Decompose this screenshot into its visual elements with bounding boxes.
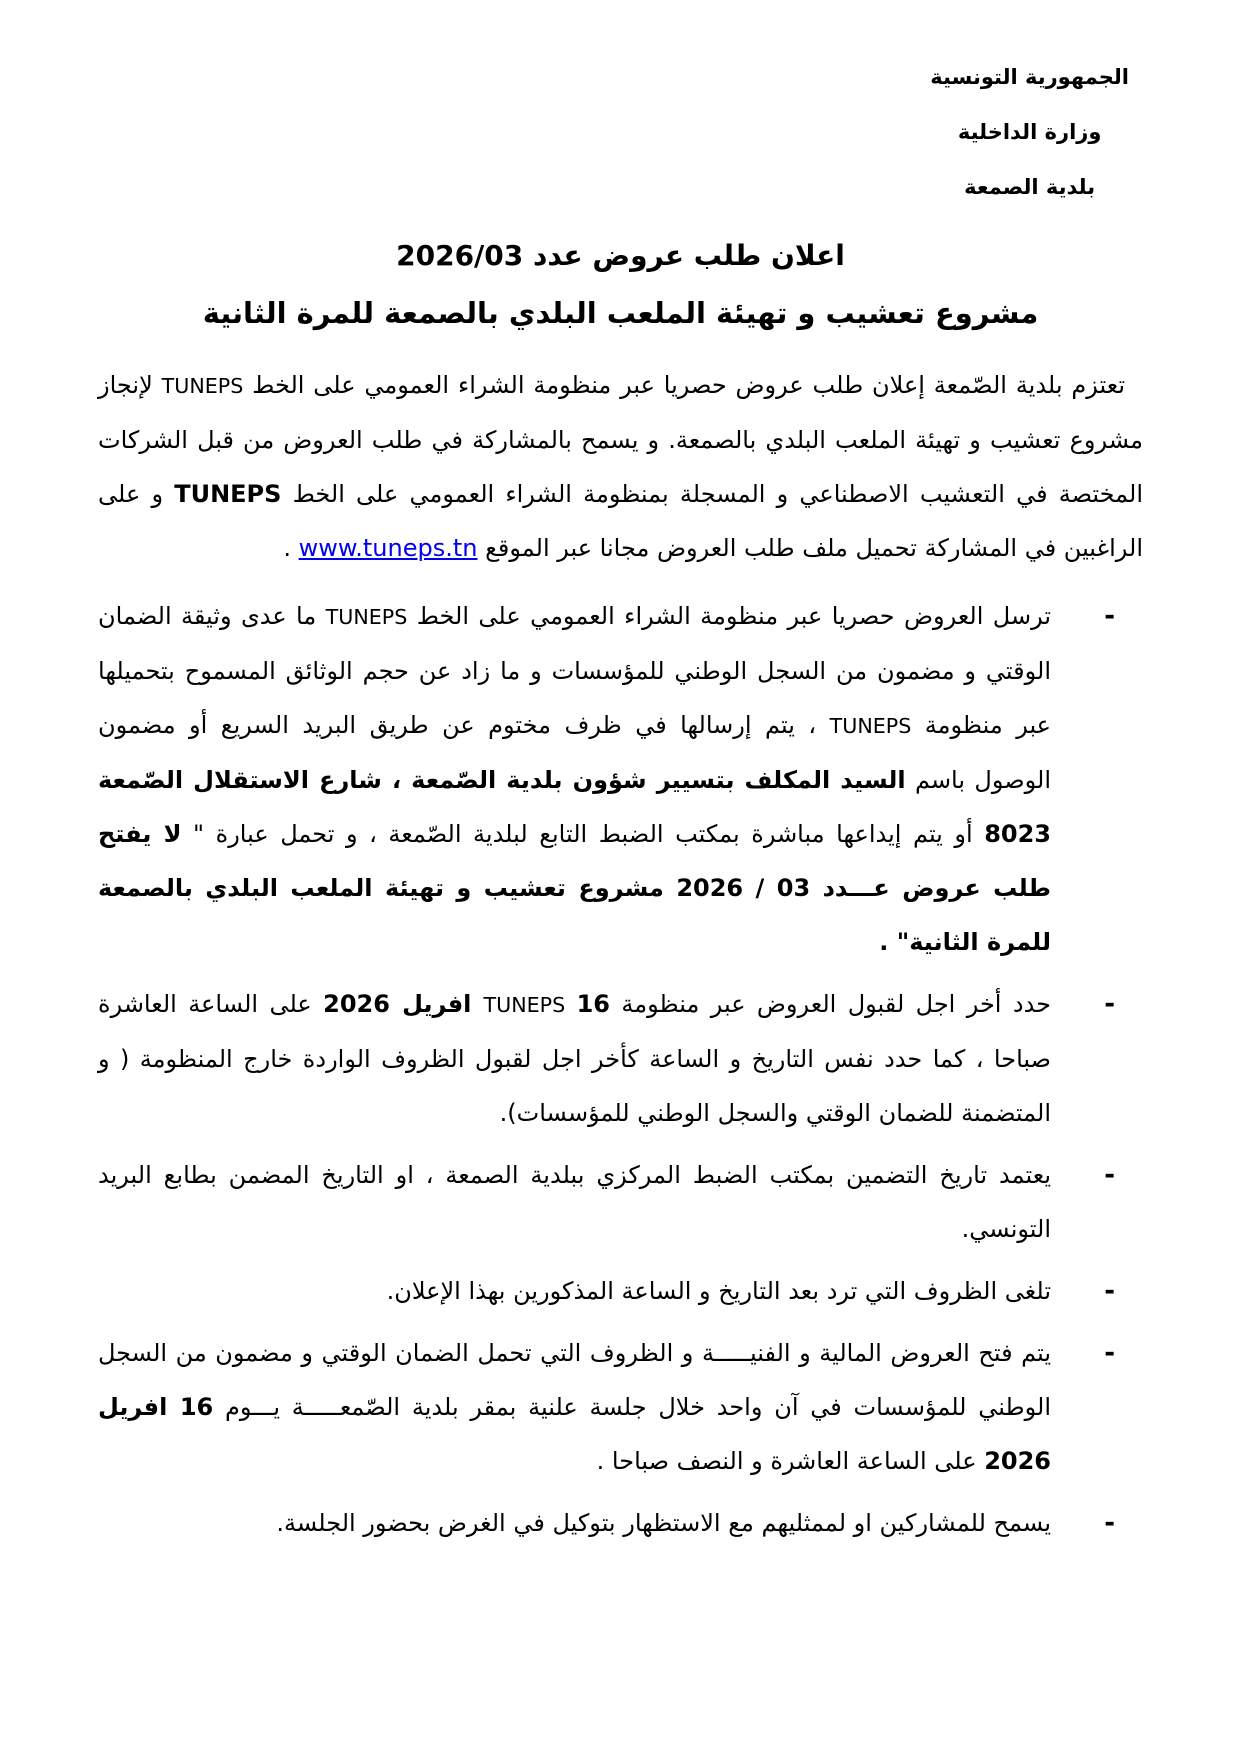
text-segment bbox=[565, 990, 576, 1018]
government-header bbox=[930, 50, 1129, 215]
bullet-text-submission bbox=[98, 589, 1051, 969]
text-segment: حدد أخر اجل لقبول العروض عبر منظومة bbox=[610, 990, 1051, 1018]
text-segment: TUNEPS bbox=[483, 993, 566, 1017]
text-segment: يعتمد تاريخ التضمين بمكتب الضبط المركزي ببلدية الصمعة ، او التاريخ المضمن بطابع البريد التونسي. bbox=[98, 1161, 1051, 1243]
list-item bbox=[98, 977, 1143, 1140]
tuneps-link[interactable]: www.tuneps.tn bbox=[298, 534, 478, 562]
text-segment: أو يتم إيداعها مباشرة بمكتب الضبط التابع لبلدية الصّمعة ، و تحمل عبارة " bbox=[181, 820, 985, 848]
text-segment: و على الراغبين في المشاركة تحميل ملف طلب العروض مجانا عبر الموقع bbox=[98, 480, 1143, 562]
bold-text-segment: لا يفتح طلب عروض عـــدد 03 / 2026 مشروع تعشيب و تهيئة الملعب البلدي بالصمعة للمرة الثانية" . bbox=[98, 820, 1051, 956]
text-segment: يسمح للمشاركين او لممثليهم مع الاستظهار بتوكيل في الغرض بحضور الجلسة. bbox=[276, 1509, 1051, 1537]
text-segment: ما عدى وثيقة الضمان الوقتي و مضمون من السجل الوطني للمؤسسات و ما زاد عن حجم الوثائق المسموح بتحميلها عبر منظومة bbox=[98, 602, 1052, 739]
list-item bbox=[98, 1496, 1143, 1550]
list-item bbox=[98, 589, 1143, 969]
bold-text-segment: 16 افريل 2026 bbox=[98, 1393, 1051, 1475]
dash-bullet-icon: - bbox=[1104, 1160, 1115, 1190]
bullet-text-late-offers bbox=[98, 1264, 1051, 1318]
text-segment: تلغى الظروف التي ترد بعد التاريخ و الساعة المذكورين بهذا الإعلان. bbox=[386, 1277, 1051, 1305]
page-title: اعلان طلب عروض عدد 2026/03 bbox=[396, 239, 845, 272]
text-segment: تعتزم بلدية الصّمعة إعلان طلب عروض حصريا عبر منظومة الشراء العمومي على الخط bbox=[243, 371, 1125, 399]
bold-text-segment: 16 افريل 2026 bbox=[323, 990, 611, 1018]
header-municipality: بلدية الصمعة bbox=[964, 175, 1096, 199]
text-segment: . bbox=[283, 534, 299, 562]
header-republic: الجمهورية التونسية bbox=[930, 65, 1129, 89]
bold-text-segment: TUNEPS bbox=[174, 480, 282, 508]
text-segment: لإنجاز مشروع تعشيب و تهيئة الملعب البلدي بالصمعة. و يسمح بالمشاركة في طلب العروض من قبل الشركات المختصة في التعشيب الاصطناعي و المسجلة بمنظومة الشراء العمومي على الخط bbox=[98, 371, 1143, 508]
bullet-list bbox=[98, 589, 1143, 1550]
bullet-text-registration-date bbox=[98, 1148, 1051, 1256]
text-segment: TUNEPS bbox=[161, 374, 244, 398]
intro-paragraph bbox=[98, 358, 1143, 575]
dash-bullet-icon: - bbox=[1104, 1338, 1115, 1368]
project-subtitle: مشروع تعشيب و تهيئة الملعب البلدي بالصمعة للمرة الثانية bbox=[202, 296, 1039, 330]
bullet-text-deadline bbox=[98, 977, 1051, 1140]
text-segment: ترسل العروض حصريا عبر منظومة الشراء العمومي على الخط bbox=[407, 602, 1052, 630]
list-item bbox=[98, 1148, 1143, 1256]
text-segment: TUNEPS bbox=[325, 605, 408, 629]
text-segment: على الساعة العاشرة صباحا ، كما حدد نفس التاريخ و الساعة كأخر اجل لقبول الظروف الواردة خارج المنظومة ( و المتضمنة للضمان الوقتي والسجل الوطني للمؤسسات). bbox=[98, 990, 1051, 1127]
bullet-text-opening-session bbox=[98, 1326, 1051, 1488]
dash-bullet-icon: - bbox=[1104, 601, 1115, 631]
list-item bbox=[98, 1326, 1143, 1488]
list-item bbox=[98, 1264, 1143, 1318]
header-ministry: وزارة الداخلية bbox=[957, 120, 1102, 144]
dash-bullet-icon: - bbox=[1104, 989, 1115, 1019]
text-segment: يتم فتح العروض المالية و الفنيـــــة و الظروف التي تحمل الضمان الوقتي و مضمون من السجل الوطني للمؤسسات في آن واحد خلال جلسة علنية بمقر بلدية الصّمعـــــة يـــوم bbox=[98, 1339, 1051, 1421]
bold-text-segment: السيد المكلف بتسيير شؤون بلدية الصّمعة ، شارع الاستقلال الصّمعة 8023 bbox=[98, 766, 1051, 848]
dash-bullet-icon: - bbox=[1104, 1276, 1115, 1306]
text-segment: TUNEPS bbox=[829, 714, 912, 738]
dash-bullet-icon: - bbox=[1104, 1508, 1115, 1538]
bullet-text-attendance bbox=[98, 1496, 1051, 1550]
text-segment: على الساعة العاشرة و النصف صباحا . bbox=[596, 1447, 985, 1475]
text-segment: ، يتم إرسالها في ظرف مختوم عن طريق البريد السريع أو مضمون الوصول باسم bbox=[98, 711, 1051, 794]
